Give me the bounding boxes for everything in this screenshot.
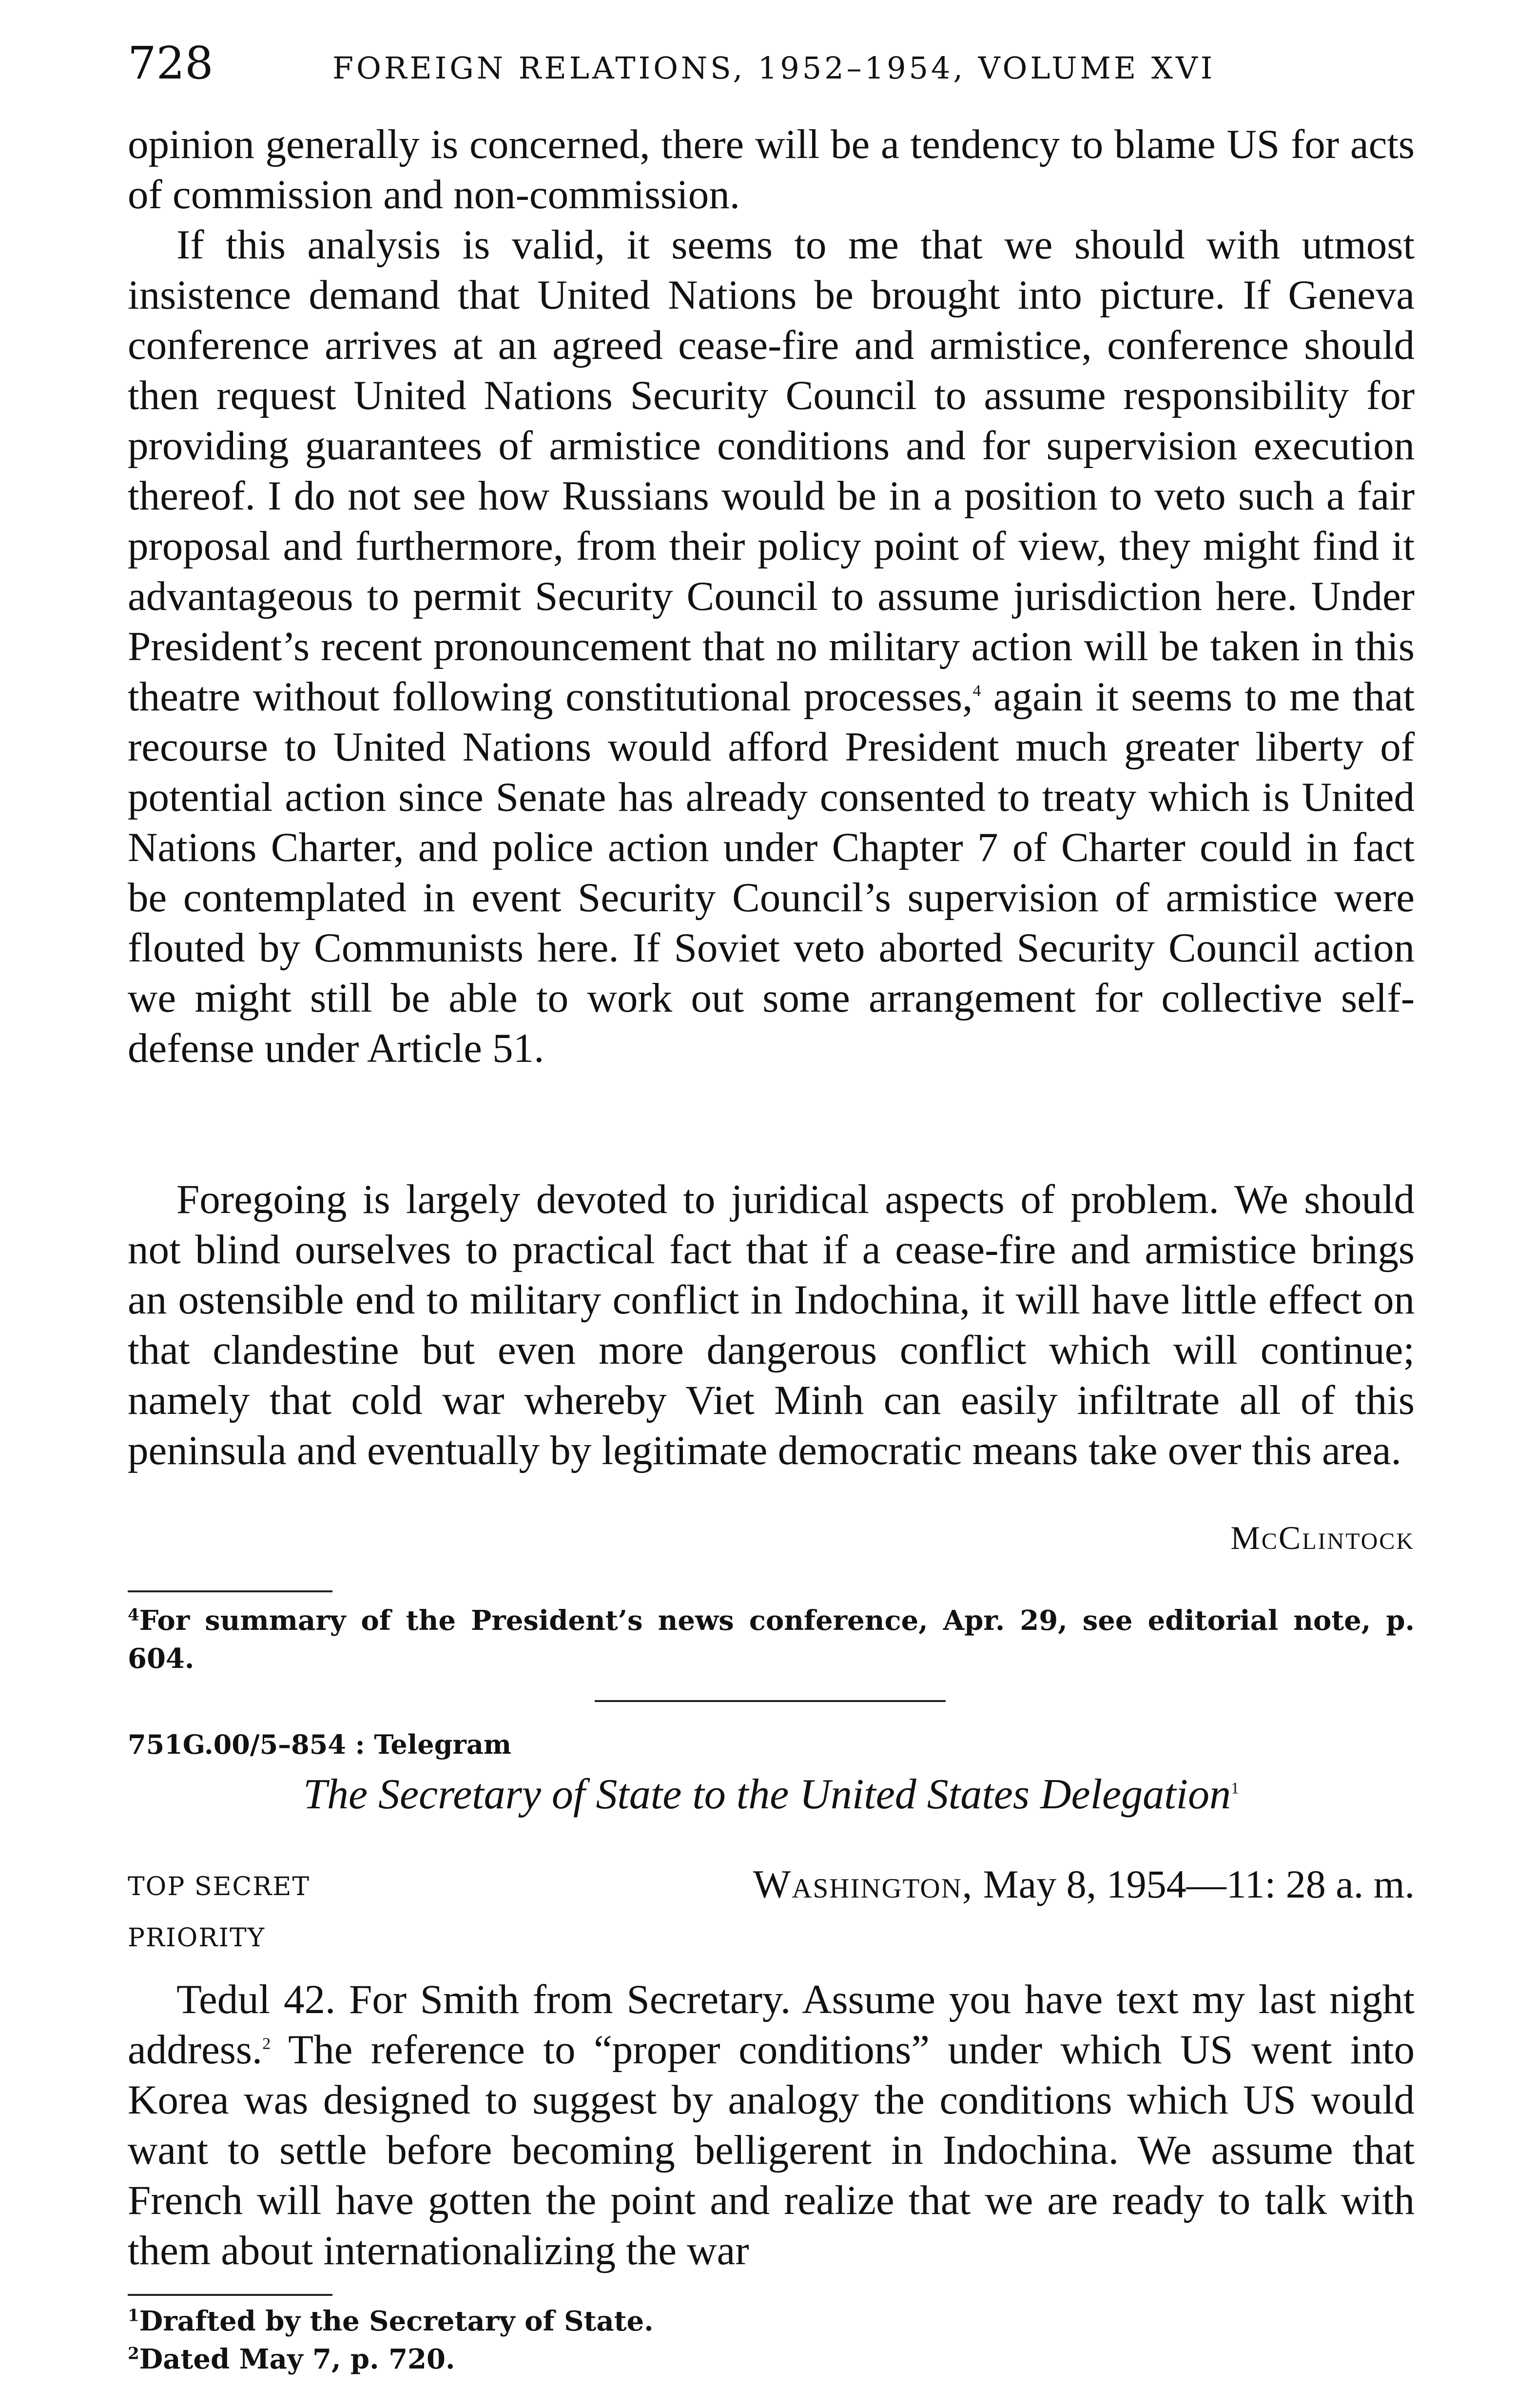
running-title: FOREIGN RELATIONS, 1952–1954, VOLUME XVI	[332, 50, 1216, 86]
dateline-place: Washington,	[753, 1862, 973, 1906]
document-title	[128, 1770, 1415, 1819]
telegram-text-b: The reference to “proper conditions” under which US went into Korea was designed to suggest by analogy the conditions which US would want to settle before becoming belligerent in Indochina. We assume that French will have gotten the point and realize that we are ready to talk with them about internationalizing the war	[128, 2027, 1415, 2273]
paragraph-foregoing: Foregoing is largely devoted to juridical aspects of problem. We should not blind ourselves to practical fact that if a cease-fire and armistice brings an ostensible end to military conflict in Indochina, it will have little effect on that clandestine but even more dangerous conflict which will continue; namely that cold war whereby Viet Minh can easily infiltrate all of this peninsula and eventually by legitimate democratic means take over this area.	[128, 1176, 1415, 1473]
footnote-4-mark: 4	[128, 1605, 139, 1625]
dateline-date: May 8, 1954—11: 28 a. m.	[983, 1862, 1415, 1906]
paragraph-analysis	[128, 220, 1415, 1074]
footnote-1-text: Drafted by the Secretary of State.	[139, 2305, 654, 2337]
paragraph-continuation: opinion generally is concerned, there will be a tendency to blame US for acts of commission and non-commission.	[128, 121, 1415, 217]
footnote-1	[128, 2302, 1415, 2340]
running-header	[128, 34, 1415, 93]
document-reference: 751G.00/5–854 : Telegram	[128, 1729, 511, 1760]
footnote-2-mark: 2	[128, 2344, 139, 2364]
bottom-footnote-rule	[128, 2294, 332, 2296]
paragraph-analysis-text-b: again it seems to me that recourse to United Nations would afford President much greater liberty of potential action since Senate has already consented to treaty which is United Nations Charter, and police action under Chapter 7 of Charter could in fact be contemplated in event Security Council’s supervision of armistice were flouted by Communists here. If Soviet veto aborted Security Council action we might still be able to work out some arrangement for collective self-defense under Article 51.	[128, 674, 1415, 1071]
priority-label: PRIORITY	[128, 1923, 266, 1953]
footnote-reference-2: 2	[262, 2035, 271, 2053]
paragraph-analysis-text-a: If this analysis is valid, it seems to me that we should with utmost insistence demand that United Nations be brought into picture. If Geneva conference arrives at an agreed cease-fire and armistice, conference should then request United Nations Security Council to assume responsibility for providing guarantees of armistice conditions and for supervision execution thereof. I do not see how Russians would be in a position to veto such a fair proposal and furthermore, from their policy point of view, they might find it advantageous to permit Security Council to assume jurisdiction here. Under President’s recent pronouncement that no military action will be taken in this theatre without following constitutional processes,	[128, 222, 1415, 720]
footnote-rule	[128, 1590, 332, 1592]
footnote-reference-4: 4	[972, 682, 981, 700]
footnote-2	[128, 2340, 1415, 2378]
classification-label: TOP SECRET	[128, 1872, 310, 1901]
signature: McClintock	[1230, 1519, 1415, 1556]
section-separator	[595, 1700, 946, 1702]
footnote-1-mark: 1	[128, 2306, 139, 2326]
footnote-4	[128, 1602, 1415, 1678]
telegram-body	[128, 1975, 1415, 2276]
footnote-reference-1: 1	[1231, 1779, 1239, 1798]
document-title-text: The Secretary of State to the United States Delegation	[303, 1771, 1231, 1818]
telegram-text-a: Tedul 42. For Smith from Secretary. Assume you have text my last night address.	[128, 1977, 1415, 2073]
dateline	[753, 1861, 1415, 1907]
footnote-2-text: Dated May 7, p. 720.	[139, 2343, 455, 2375]
footnote-4-text: For summary of the President’s news conference, Apr. 29, see editorial note, p. 604.	[128, 1605, 1415, 1675]
page-number: 728	[128, 37, 214, 89]
